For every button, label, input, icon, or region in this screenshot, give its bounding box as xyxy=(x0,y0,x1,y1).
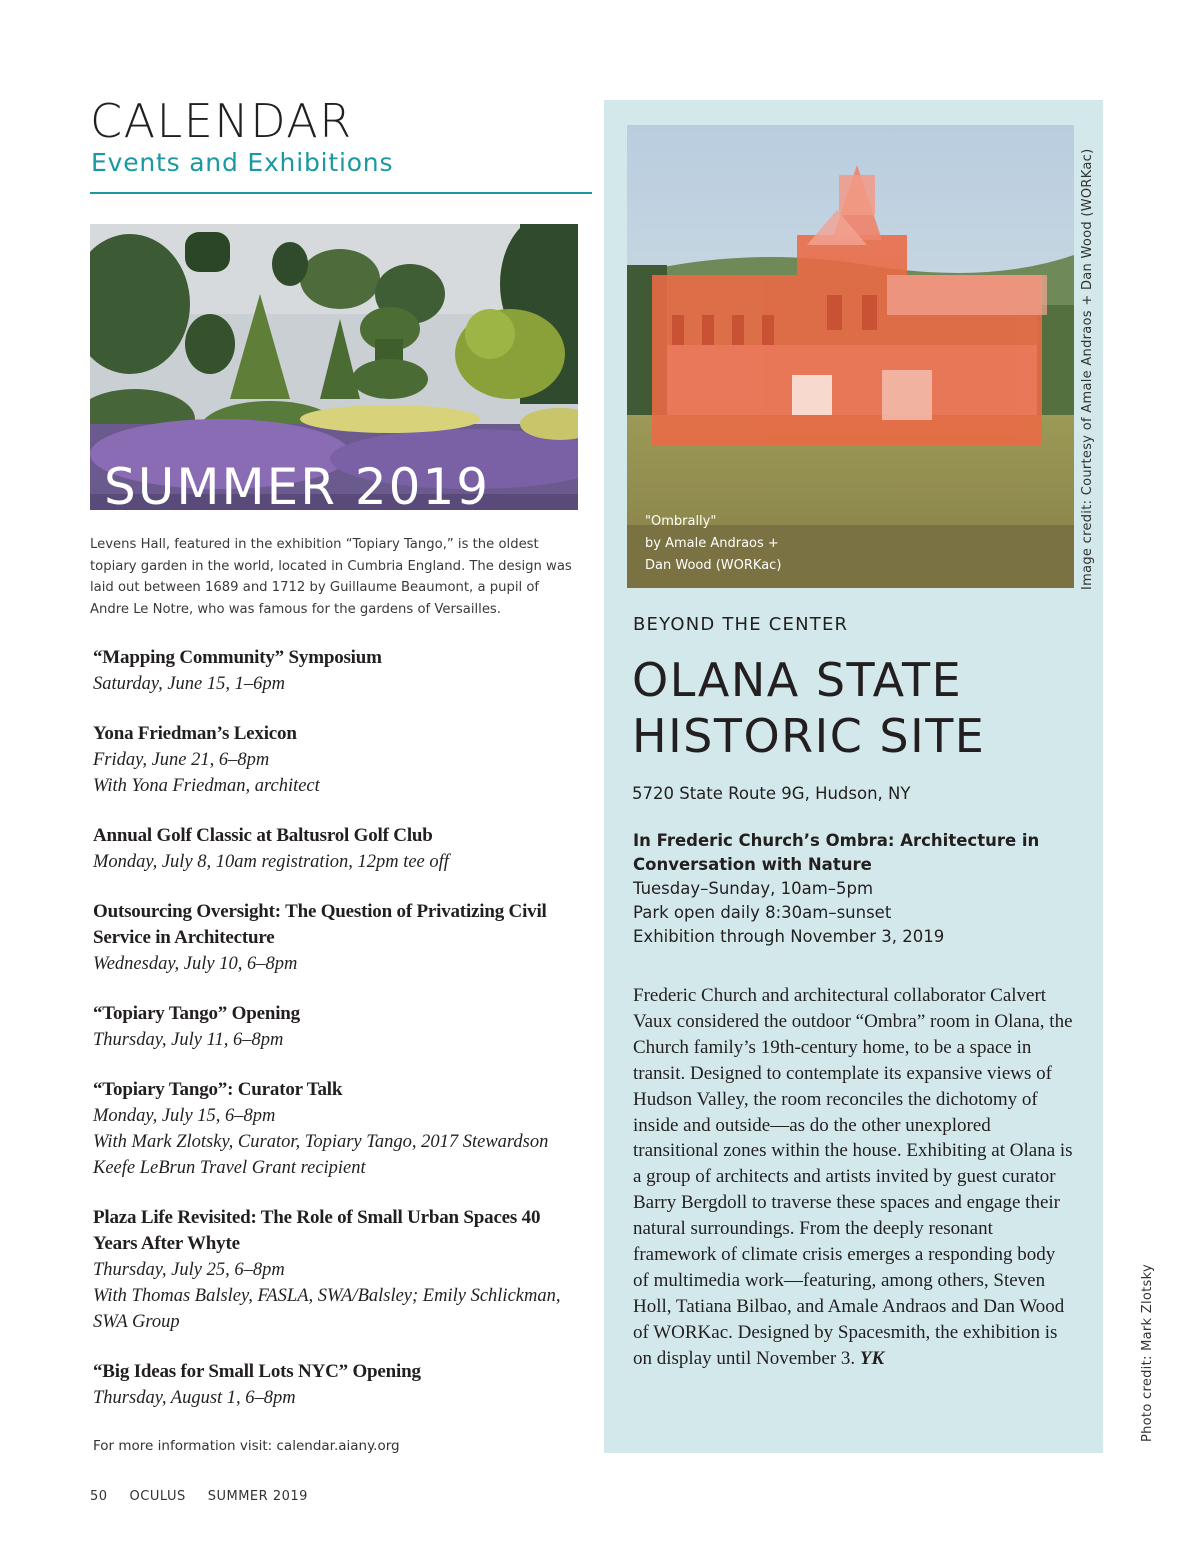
exhibition-info xyxy=(633,829,1073,949)
events-list xyxy=(93,645,583,1435)
more-info-link[interactable]: For more information visit: calendar.aiany.org xyxy=(93,1438,400,1454)
event-date: Monday, July 15, 6–8pm xyxy=(93,1106,276,1126)
exhibition-hours: Tuesday–Sunday, 10am–5pm xyxy=(633,879,874,898)
event-item xyxy=(93,1359,583,1411)
event-detail: With Mark Zlotsky, Curator, Topiary Tango, 2017 Stewardson Keefe LeBrun Travel Grant recipient xyxy=(93,1132,549,1178)
exhibition-dates: Exhibition through November 3, 2019 xyxy=(633,927,945,946)
page-number: 50 xyxy=(90,1489,108,1504)
site-title xyxy=(632,652,1072,764)
page-title: CALENDAR xyxy=(90,94,353,148)
magazine-name: OCULUS xyxy=(129,1489,186,1504)
event-title: Yona Friedman’s Lexicon xyxy=(93,723,297,744)
image-caption-line: "Ombrally" xyxy=(645,514,717,529)
event-date: Saturday, June 15, 1–6pm xyxy=(93,674,286,694)
issue-name: SUMMER 2019 xyxy=(207,1489,308,1504)
site-title-line: HISTORIC SITE xyxy=(632,709,986,763)
event-item xyxy=(93,1205,583,1335)
event-title: “Topiary Tango”: Curator Talk xyxy=(93,1079,343,1100)
event-detail: With Yona Friedman, architect xyxy=(93,776,320,796)
event-item xyxy=(93,1001,583,1053)
event-date: Thursday, July 11, 6–8pm xyxy=(93,1030,284,1050)
header-divider xyxy=(90,192,592,194)
event-title: Annual Golf Classic at Baltusrol Golf Club xyxy=(93,825,433,846)
event-item xyxy=(93,899,583,977)
image-caption-line: by Amale Andraos + xyxy=(645,536,779,551)
article-body xyxy=(633,983,1073,1372)
exhibition-title: In Frederic Church’s Ombra: Architecture in Conversation with Nature xyxy=(633,831,1040,874)
event-item xyxy=(93,645,583,697)
event-title: Outsourcing Oversight: The Question of Privatizing Civil Service in Architecture xyxy=(93,901,547,948)
park-hours: Park open daily 8:30am–sunset xyxy=(633,903,892,922)
event-date: Wednesday, July 10, 6–8pm xyxy=(93,954,298,974)
olana-ombra-rendering xyxy=(627,125,1074,588)
event-item xyxy=(93,721,583,799)
topiary-garden-photo xyxy=(90,224,578,510)
site-title-line: OLANA STATE xyxy=(632,653,963,707)
event-date: Thursday, July 25, 6–8pm xyxy=(93,1260,285,1280)
event-detail: With Thomas Balsley, FASLA, SWA/Balsley; Emily Schlickman, SWA Group xyxy=(93,1286,561,1332)
season-overlay-text: SUMMER 2019 xyxy=(104,458,491,510)
image-caption xyxy=(645,511,781,577)
event-date: Friday, June 21, 6–8pm xyxy=(93,750,270,770)
event-title: Plaza Life Revisited: The Role of Small Urban Spaces 40 Years After Whyte xyxy=(93,1207,541,1254)
event-title: “Mapping Community” Symposium xyxy=(93,647,382,668)
photo-credit: Photo credit: Mark Zlotsky xyxy=(1140,1264,1155,1442)
page-footer xyxy=(90,1489,330,1504)
event-title: “Big Ideas for Small Lots NYC” Opening xyxy=(93,1361,421,1382)
site-address: 5720 State Route 9G, Hudson, NY xyxy=(632,784,911,803)
author-initials: YK xyxy=(859,1347,885,1369)
event-item xyxy=(93,823,583,875)
event-date: Thursday, August 1, 6–8pm xyxy=(93,1388,296,1408)
image-caption-line: Dan Wood (WORKac) xyxy=(645,558,782,573)
section-kicker: BEYOND THE CENTER xyxy=(633,614,849,635)
event-item xyxy=(93,1077,583,1181)
event-title: “Topiary Tango” Opening xyxy=(93,1003,300,1024)
page-subtitle: Events and Exhibitions xyxy=(91,148,394,177)
event-date: Monday, July 8, 10am registration, 12pm tee off xyxy=(93,852,449,872)
article-text: Frederic Church and architectural collaborator Calvert Vaux considered the outdoor “Ombra” room in Olana, the Church family’s 19th-century home, to be a space in transit. Designed to contemplate its expansive views of Hudson Valley, the room reconciles the dichotomy of inside and outside—as do the other unexplored transitional zones within the house. Exhibiting at Olana is a group of architects and artists invited by guest curator Barry Bergdoll to traverse these spaces and engage their natural surroundings. From the deeply resonant framework of climate crisis emerges a responding body of multimedia work—featuring, among others, Steven Holl, Tatiana Bilbao, and Amale Andraos and Dan Wood of WORKac. Designed by Spacesmith, the exhibition is on display until November 3. xyxy=(633,985,1073,1369)
photo-caption: Levens Hall, featured in the exhibition “Topiary Tango,” is the oldest topiary garden in the world, located in Cumbria England. The design was laid out between 1689 and 1712 by Guillaume Beaumont, a pupil of Andre Le Notre, who was famous for the gardens of Versailles. xyxy=(90,537,572,617)
image-credit: Image credit: Courtesy of Amale Andraos + Dan Wood (WORKac) xyxy=(1080,148,1095,590)
